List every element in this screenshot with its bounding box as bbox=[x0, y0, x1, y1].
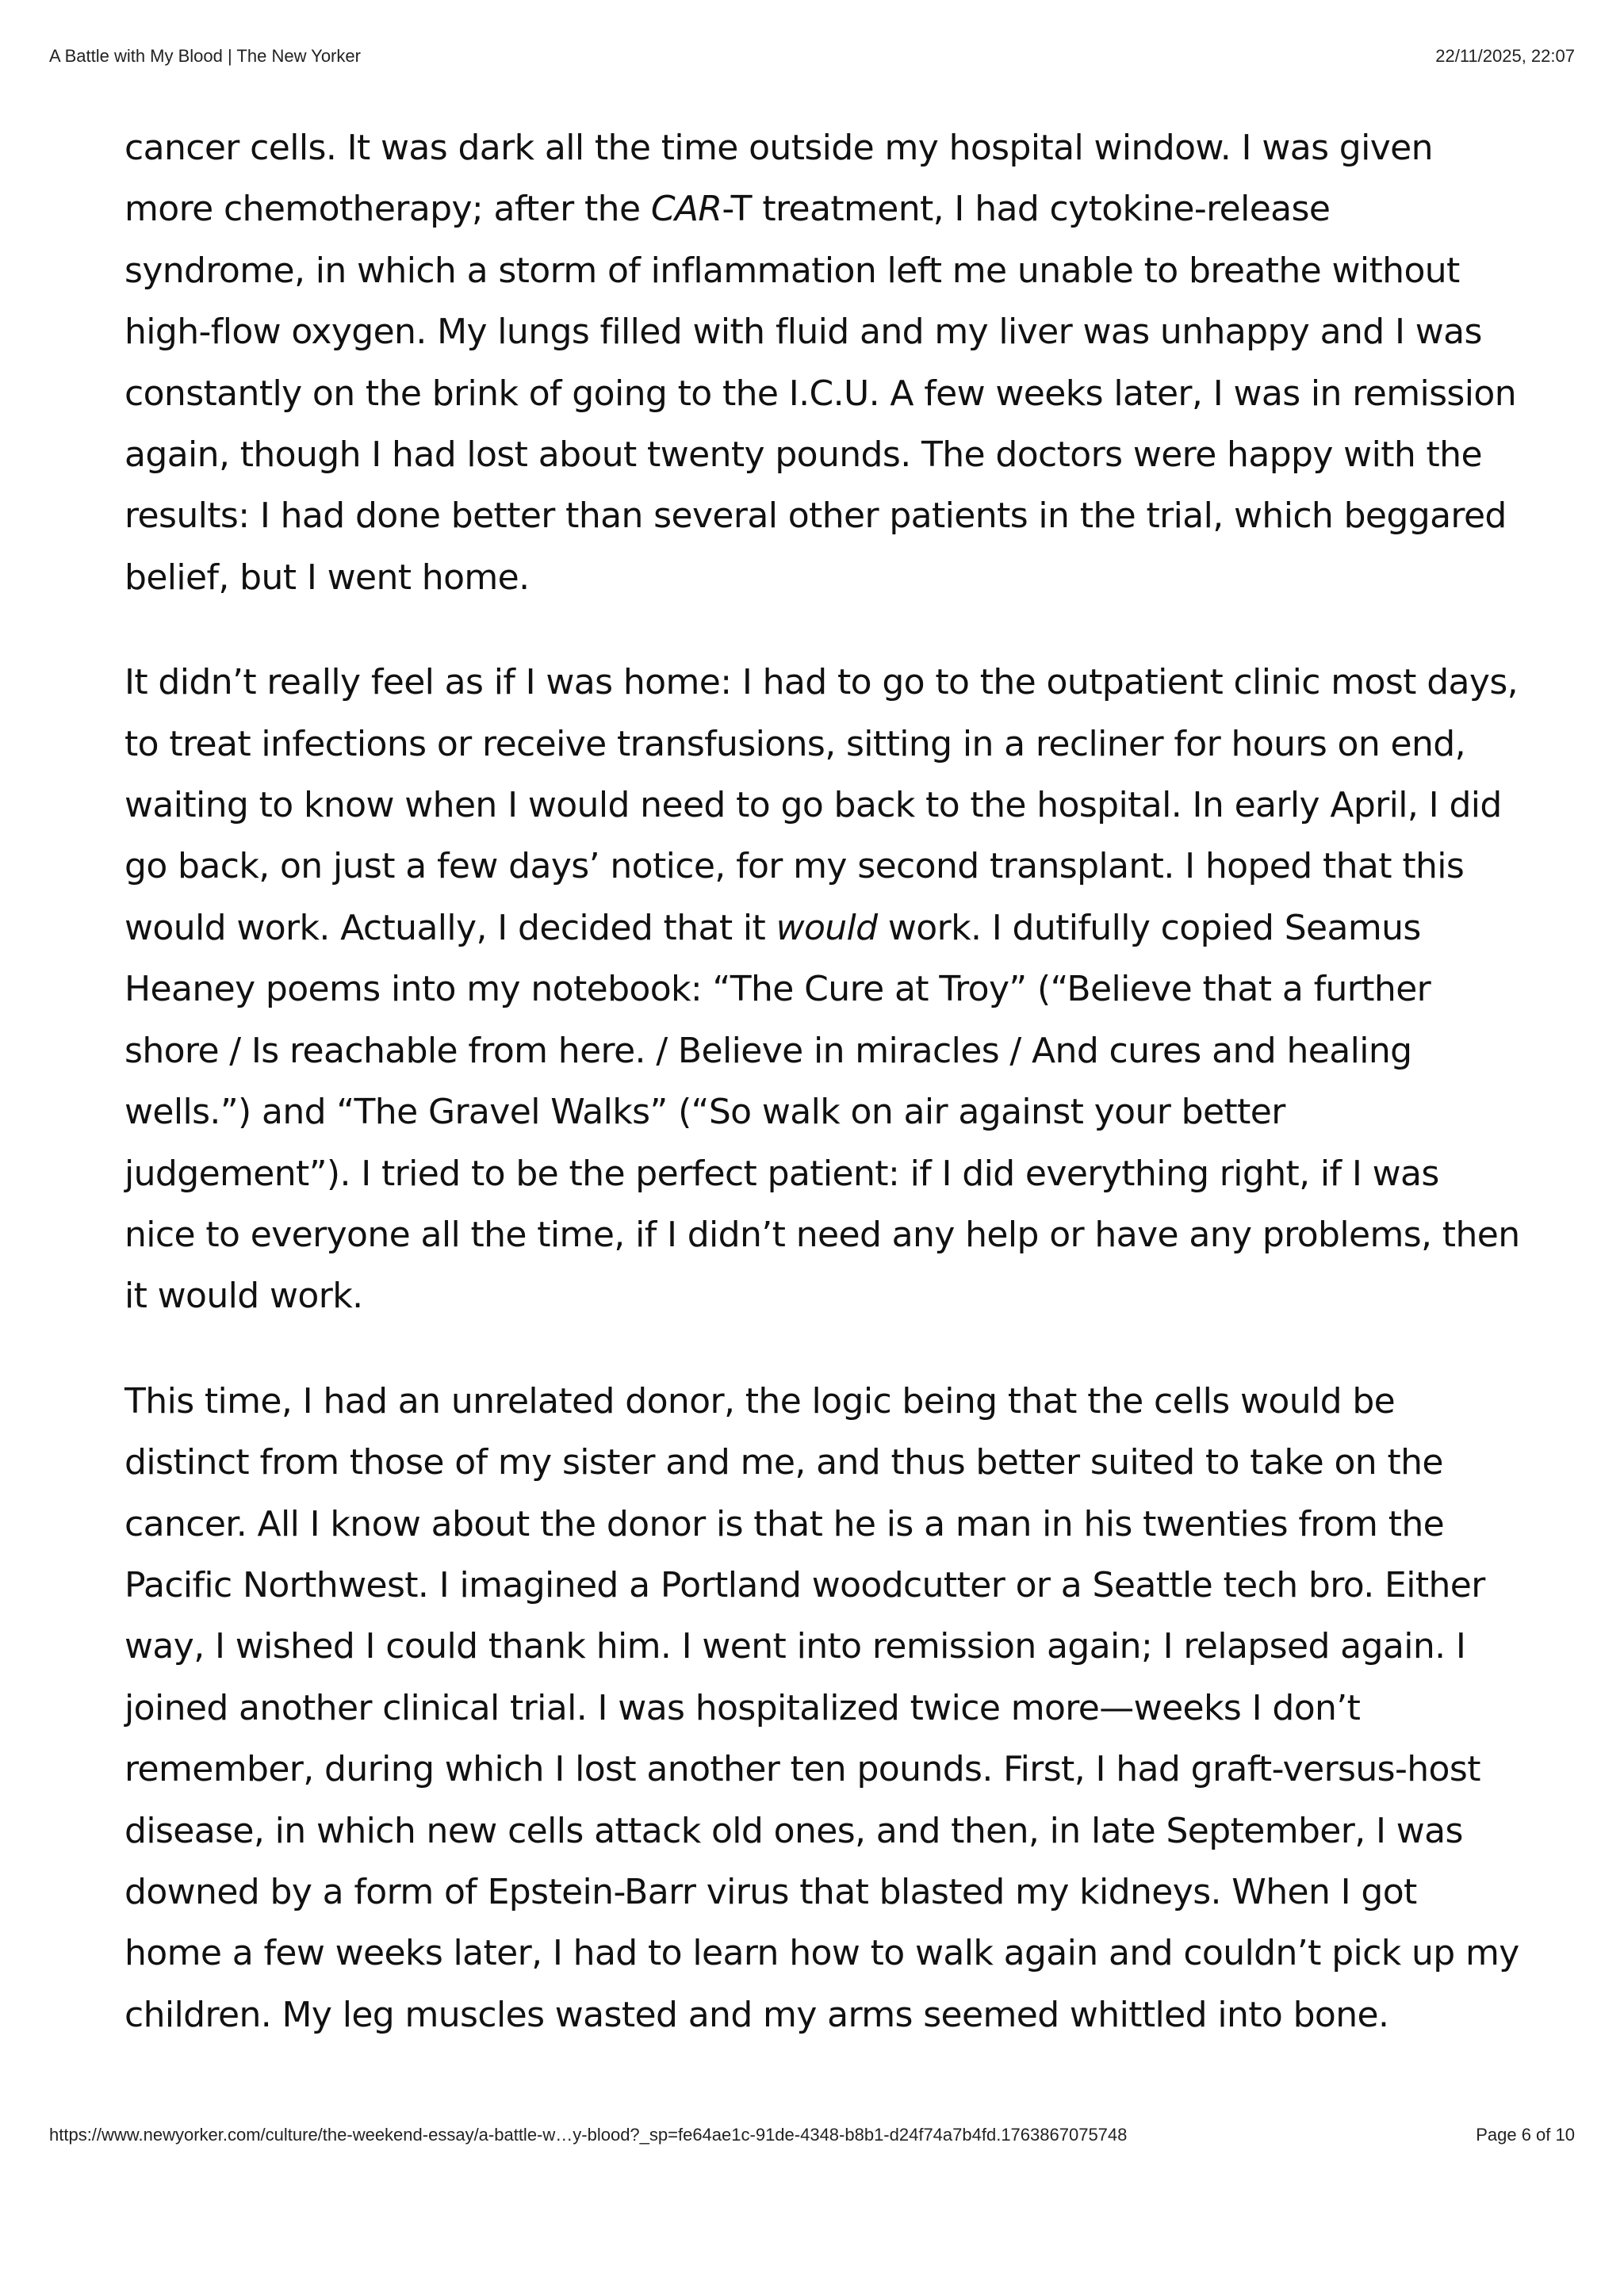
paragraph-1 bbox=[124, 117, 1520, 608]
print-header bbox=[49, 46, 1575, 67]
italic-text: CAR bbox=[650, 189, 722, 230]
paragraph-text: This time, I had an unrelated donor, the logic being that the cells would be distinct from those of my sister and me, and thus better suited to take on the cancer. All I know about the donor is that he is a man in his twenties from the Pacific Northwest. I imagined a Portland woodcutter or a Seattle tech bro. Either way, I wished I could thank him. I went into remission again; I relapsed again. I joined another clinical trial. I was hospitalized twice more—weeks I don’t remember, during which I lost another ten pounds. First, I had graft-versus-host disease, in which new cells attack old ones, and then, in late September, I was downed by a form of Epstein-Barr virus that blasted my kidneys. When I got home a few weeks later, I had to learn how to walk again and couldn’t pick up my children. My leg muscles wasted and my arms seemed whittled into bone. bbox=[124, 1380, 1519, 2035]
page-title: A Battle with My Blood | The New Yorker bbox=[49, 46, 361, 66]
italic-text: would bbox=[776, 907, 878, 948]
page-indicator: Page 6 of 10 bbox=[1476, 2125, 1575, 2145]
paragraph-3 bbox=[124, 1371, 1520, 2045]
print-footer bbox=[49, 2125, 1575, 2145]
paragraph-text: -T treatment, I had cytokine-release syndrome, in which a storm of inflammation left me unable to breathe without high-flow oxygen. My lungs filled with fluid and my liver was unhappy and I was constantly on the brink of going to the I.C.U. A few weeks later, I was in remission again, though I had lost about twenty pounds. The doctors were happy with the results: I had done better than several other patients in the trial, which beggared belief, but I went home. bbox=[124, 189, 1516, 598]
printed-datetime: 22/11/2025, 22:07 bbox=[1435, 46, 1575, 66]
paragraph-text: cancer cells. It was dark all the time outside my hospital window. I was given more chemotherapy; after the bbox=[124, 128, 1433, 230]
paragraph-text: work. I dutifully copied Seamus Heaney poems into my notebook: “The Cure at Troy” (“Believe that a further shore / Is reachable from here. / Believe in miracles / And cures and healing wells.”) and “The Gravel Walks” (“So walk on air against your better judgement”). I tried to be the perfect patient: if I did everything right, if I was nice to everyone all the time, if I didn’t need any help or have any problems, then it would work. bbox=[124, 907, 1520, 1317]
page-url[interactable]: https://www.newyorker.com/culture/the-weekend-essay/a-battle-w…y-blood?_sp=fe64ae1c-91de-4348-b8b1-d24f74a7b4fd.1763867075748 bbox=[49, 2125, 1128, 2145]
article-body bbox=[124, 117, 1520, 2045]
paragraph-text: It didn’t really feel as if I was home: I had to go to the outpatient clinic most days, to treat infections or receive transfusions, sitting in a recliner for hours on end, waiting to know when I would need to go back to the hospital. In early April, I did go back, on just a few days’ notice, for my second transplant. I hoped that this would work. Actually, I decided that it bbox=[124, 662, 1519, 948]
paragraph-2 bbox=[124, 652, 1520, 1326]
